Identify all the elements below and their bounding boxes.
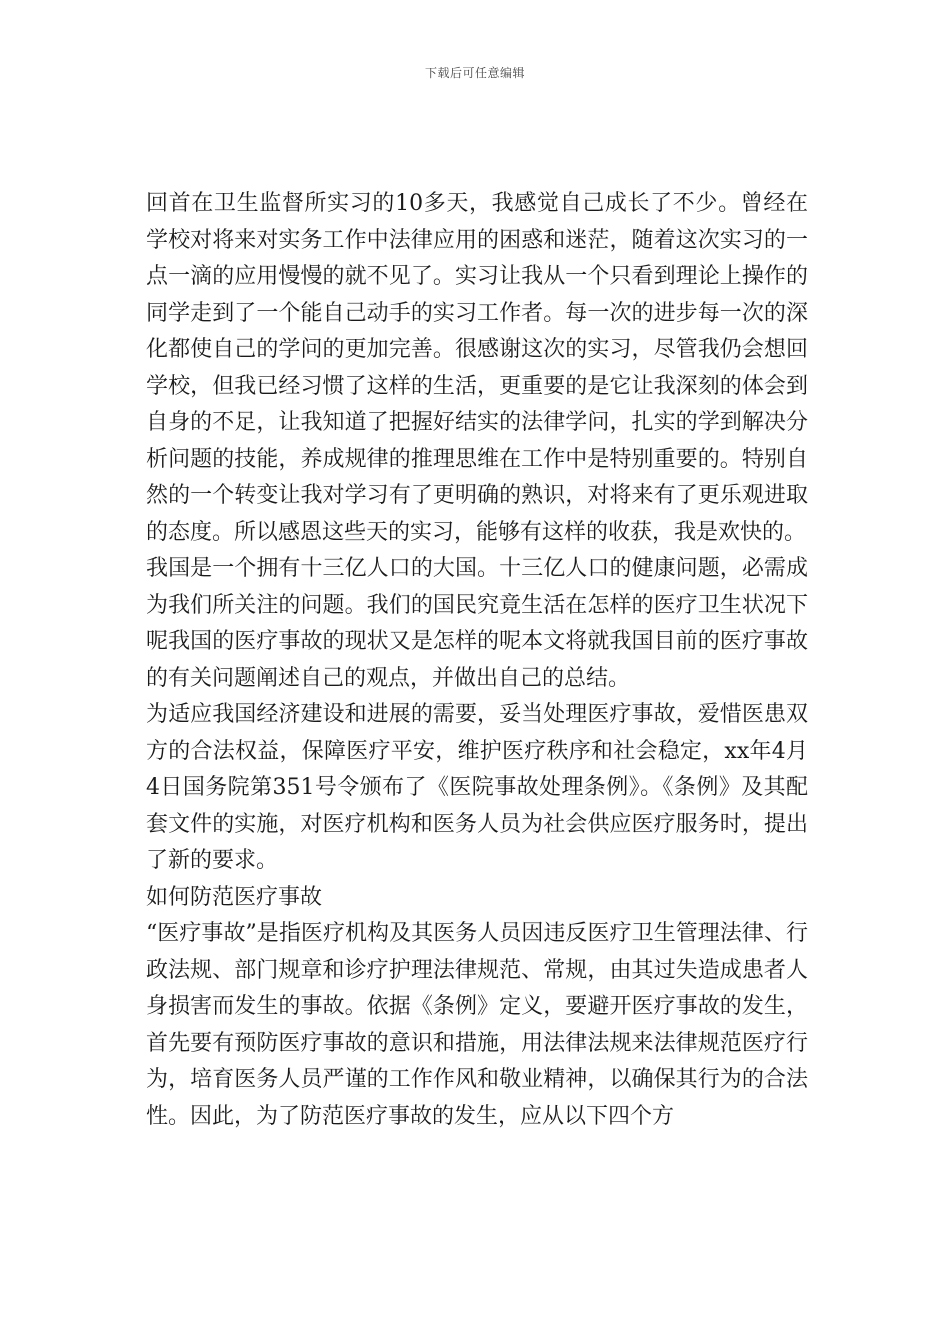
paragraph-accident-definition: “医疗事故”是指医疗机构及其医务人员因违反医疗卫生管理法律、行政法规、部门规章和诊疗护理法律规范、常规，由其过失造成患者人身损害而发生的事故。依据《条例》定义，要避开医疗事故的发生，首先要有预防医疗事故的意识和措施，用法律法规来法律规范医疗行为，培育医务人员严谨的工作作风和敬业精神，以确保其行为的合法性。因此，为了防范医疗事故的发生，应从以下四个方 <box>146 921 808 1129</box>
paragraph-population-health: 我国是一个拥有十三亿人口的大国。十三亿人口的健康问题，必需成为我们所关注的问题。我们的国民究竟生活在怎样的医疗卫生状况下呢我国的医疗事故的现状又是怎样的呢本文将就我国目前的医疗事故的有关问题阐述自己的观点，并做出自己的总结。 <box>146 556 808 691</box>
header-note: 下载后可任意编辑 <box>424 66 525 80</box>
document-body <box>146 186 808 1135</box>
section-heading: 如何防范医疗事故 <box>146 884 323 910</box>
paragraph-internship-reflection: 回首在卫生监督所实习的10多天，我感觉自己成长了不少。曾经在学校对将来对实务工作中法律应用的困惑和迷茫，随着这次实习的一点一滴的应用慢慢的就不见了。实习让我从一个只看到理论上操作的同学走到了一个能自己动手的实习工作者。每一次的进步每一次的深化都使自己的学问的更加完善。很感谢这次的实习，尽管我仍会想回学校，但我已经习惯了这样的生活，更重要的是它让我深刻的体会到自身的不足，让我知道了把握好结实的法律学问，扎实的学到解决分析问题的技能，养成规律的推理思维在工作中是特别重要的。特别自然的一个转变让我对学习有了更明确的熟识，对将来有了更乐观进取的态度。所以感恩这些天的实习，能够有这样的收获，我是欢快的。 <box>146 191 808 545</box>
paragraph-regulation-intro: 为适应我国经济建设和进展的需要，妥当处理医疗事故，爱惜医患双方的合法权益，保障医疗平安，维护医疗秩序和社会稳定，xx年4月4日国务院第351号令颁布了《医院事故处理条例》。《条例》及其配套文件的实施，对医疗机构和医务人员为社会供应医疗服务时，提出了新的要求。 <box>146 702 808 873</box>
